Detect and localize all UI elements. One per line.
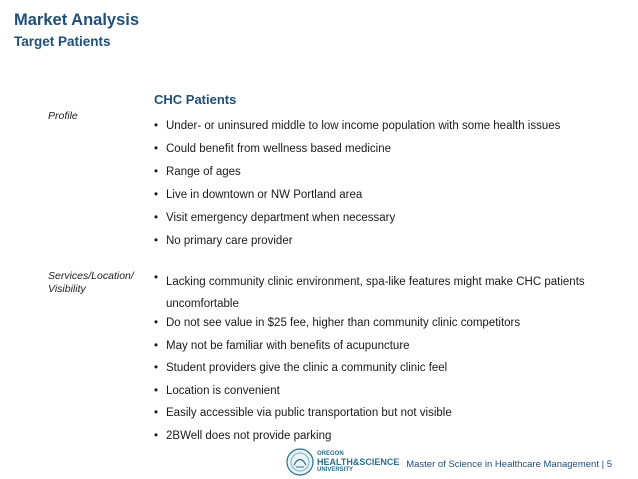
list-item: • Easily accessible via public transportation but not visible [152, 406, 596, 429]
logo-wordmark: OREGON HEALTH&SCIENCE UNIVERSITY [317, 451, 400, 473]
list-item: • No primary care provider [152, 234, 560, 257]
slide-subtitle: Target Patients [14, 34, 111, 49]
list-item: • Live in downtown or NW Portland area [152, 188, 560, 211]
list-item: • May not be familiar with benefits of acupuncture [152, 339, 596, 362]
list-item: • Lacking community clinic environment, spa-like features might make CHC patients uncomfortable [152, 271, 596, 316]
list-item: • 2BWell does not provide parking [152, 429, 596, 452]
section-heading: CHC Patients [154, 92, 237, 107]
list-item: • Range of ages [152, 165, 560, 188]
row-label-profile: Profile [48, 110, 78, 122]
list-item: • Under- or uninsured middle to low income population with some health issues [152, 119, 560, 142]
list-item: • Do not see value in $25 fee, higher than community clinic competitors [152, 316, 596, 339]
services-list [152, 275, 596, 452]
slide-title: Market Analysis [14, 11, 140, 29]
list-item: • Student providers give the clinic a community clinic feel [152, 361, 596, 384]
list-item: • Location is convenient [152, 384, 596, 407]
list-item: • Visit emergency department when necessary [152, 211, 560, 234]
profile-list [152, 119, 560, 257]
list-item: • Could benefit from wellness based medicine [152, 142, 560, 165]
footer-text: Master of Science in Healthcare Management | 5 [406, 459, 612, 470]
ohsu-seal-icon [286, 448, 314, 476]
row-label-services: Services/Location/ Visibility [48, 270, 134, 295]
ohsu-logo [286, 448, 400, 476]
